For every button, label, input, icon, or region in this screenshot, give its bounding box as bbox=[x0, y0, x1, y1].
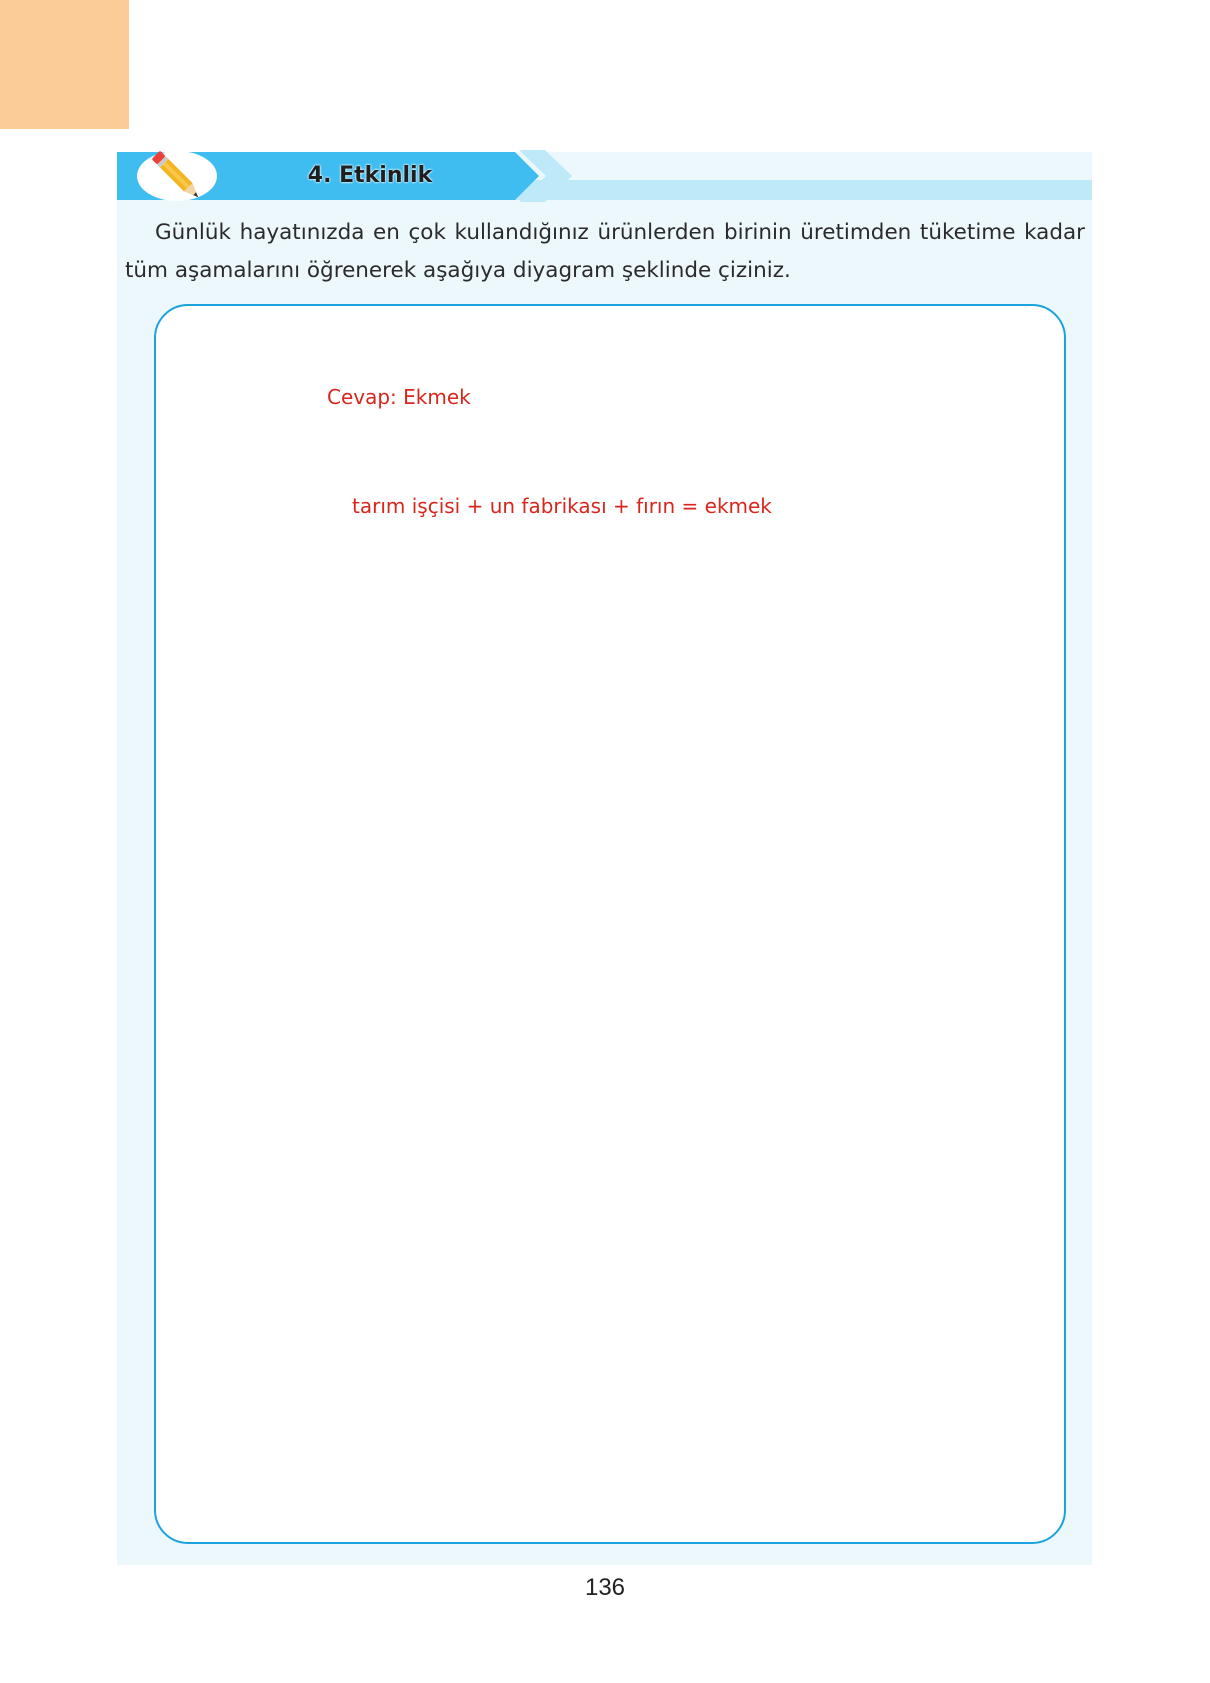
activity-title: 4. Etkinlik bbox=[307, 163, 433, 188]
pencil-icon bbox=[137, 150, 217, 202]
pencil-badge bbox=[137, 150, 217, 202]
page-number: 136 bbox=[584, 1574, 626, 1601]
answer-box bbox=[154, 304, 1066, 1544]
answer-label: Cevap: Ekmek bbox=[327, 385, 471, 409]
answer-text: tarım işçisi + un fabrikası + fırın = ekmek bbox=[352, 494, 772, 518]
instructions-text: Günlük hayatınızda en çok kullandığınız ürünlerden birinin üretimden tüketime kadar tüm aşamalarını öğrenerek aşağıya diyagram şeklinde çiziniz. bbox=[125, 220, 1085, 283]
corner-color-tab bbox=[0, 0, 129, 129]
